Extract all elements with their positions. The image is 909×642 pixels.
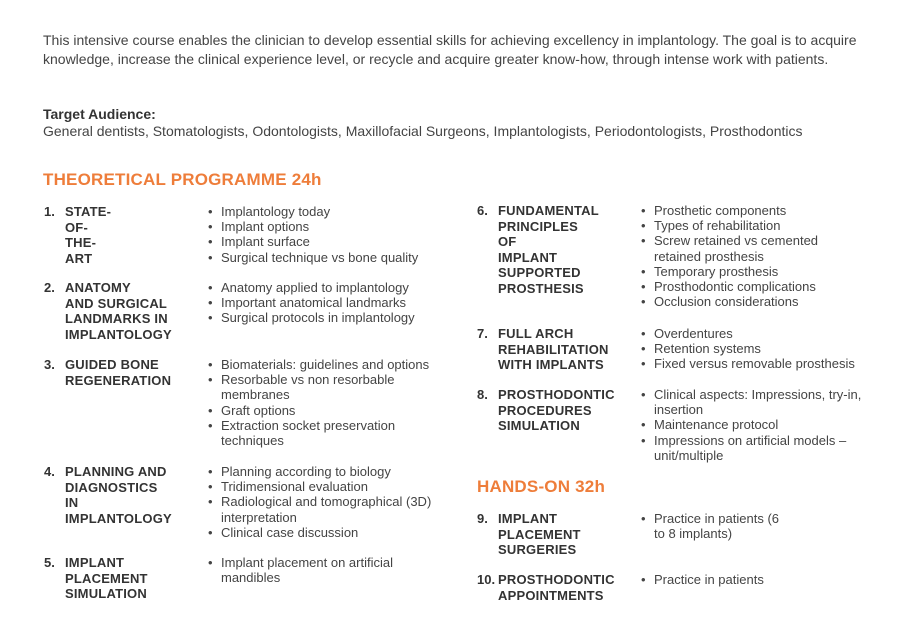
- item-number: 4.: [44, 464, 55, 479]
- bullet: • Retention systems: [641, 341, 881, 356]
- bullet: • Clinical aspects: Impressions, try-in, insertion: [641, 387, 866, 417]
- bullet: • Important anatomical landmarks: [208, 295, 448, 310]
- bullet: • Types of rehabilitation: [641, 218, 841, 233]
- bullet: • Screw retained vs cemented retained prosthesis: [641, 233, 841, 263]
- bullet: • Implant surface: [208, 234, 448, 249]
- bullet: • Practice in patients: [641, 572, 841, 587]
- bullet: • Graft options: [208, 403, 428, 418]
- item-number: 6.: [477, 203, 488, 218]
- theoretical-programme-heading: THEORETICAL PROGRAMME 24h: [43, 170, 322, 189]
- item-number: 7.: [477, 326, 488, 341]
- item-number: 5.: [44, 555, 55, 570]
- bullet: • Prosthodontic complications: [641, 279, 841, 294]
- item-number: 1.: [44, 204, 55, 219]
- bullet: • Tridimensional evaluation: [208, 479, 433, 494]
- item-title: ANATOMY AND SURGICAL LANDMARKS IN IMPLANTOLOGY: [65, 280, 172, 342]
- bullet: • Anatomy applied to implantology: [208, 280, 448, 295]
- item-number: 8.: [477, 387, 488, 402]
- item-title: GUIDED BONE REGENERATION: [65, 357, 172, 388]
- bullet: • Fixed versus removable prosthesis: [641, 356, 881, 371]
- item-title: FULL ARCH REHABILITATION WITH IMPLANTS: [498, 326, 609, 372]
- item-title: PROSTHODONTIC APPOINTMENTS: [498, 572, 615, 603]
- bullet: • Practice in patients (6 to 8 implants): [641, 511, 786, 541]
- item-number: 3.: [44, 357, 55, 372]
- hands-on-heading: HANDS-ON 32h: [477, 477, 606, 496]
- bullet: • Occlusion considerations: [641, 294, 841, 309]
- item-bullets: [208, 464, 433, 540]
- target-audience-heading: Target Audience:: [43, 106, 156, 122]
- bullet: • Implant placement on artificial mandibles: [208, 555, 423, 585]
- item-title: STATE-OF-THE-ART: [65, 204, 112, 266]
- item-bullets: [208, 357, 428, 448]
- bullet: • Implantology today: [208, 204, 448, 219]
- item-title: PROSTHODONTIC PROCEDURES SIMULATION: [498, 387, 615, 433]
- item-bullets: [641, 326, 881, 372]
- item-bullets: [641, 572, 841, 587]
- bullet: • Extraction socket preservation techniques: [208, 418, 428, 448]
- item-number: 9.: [477, 511, 488, 526]
- bullet: • Surgical technique vs bone quality: [208, 250, 448, 265]
- bullet: • Clinical case discussion: [208, 525, 433, 540]
- bullet: • Surgical protocols in implantology: [208, 310, 448, 325]
- item-bullets: [208, 280, 448, 326]
- item-bullets: [208, 555, 423, 585]
- item-title: PLANNING AND DIAGNOSTICS IN IMPLANTOLOGY: [65, 464, 172, 526]
- bullet: • Maintenance protocol: [641, 417, 866, 432]
- bullet: • Prosthetic components: [641, 203, 841, 218]
- item-bullets: [641, 203, 841, 309]
- item-number: 2.: [44, 280, 55, 295]
- bullet: • Impressions on artificial models – unit/multiple: [641, 433, 866, 463]
- bullet: • Biomaterials: guidelines and options: [208, 357, 471, 372]
- bullet: • Overdentures: [641, 326, 881, 341]
- bullet: • Temporary prosthesis: [641, 264, 841, 279]
- bullet: • Implant options: [208, 219, 448, 234]
- item-number: 10.: [477, 572, 496, 587]
- item-title: IMPLANT PLACEMENT SIMULATION: [65, 555, 148, 601]
- item-title: FUNDAMENTAL PRINCIPLES OF IMPLANT SUPPORTED PROSTHESIS: [498, 203, 599, 296]
- bullet: • Resorbable vs non resorbable membranes: [208, 372, 428, 402]
- item-title: IMPLANT PLACEMENT SURGERIES: [498, 511, 581, 557]
- target-audience-text: General dentists, Stomatologists, Odontologists, Maxillofacial Surgeons, Implantologists, Periodontologists, Prosthodontics: [43, 123, 803, 139]
- bullet: • Planning according to biology: [208, 464, 433, 479]
- item-bullets: [641, 511, 786, 541]
- item-bullets: [641, 387, 866, 463]
- bullet: • Radiological and tomographical (3D) interpretation: [208, 494, 433, 524]
- intro-paragraph: This intensive course enables the clinician to develop essential skills for achieving excellency in implantology. The goal is to acquire knowledge, increase the clinical experience level, or recycle and acquire greater know-how, through intense work with patients.: [43, 32, 857, 67]
- item-bullets: [208, 204, 448, 265]
